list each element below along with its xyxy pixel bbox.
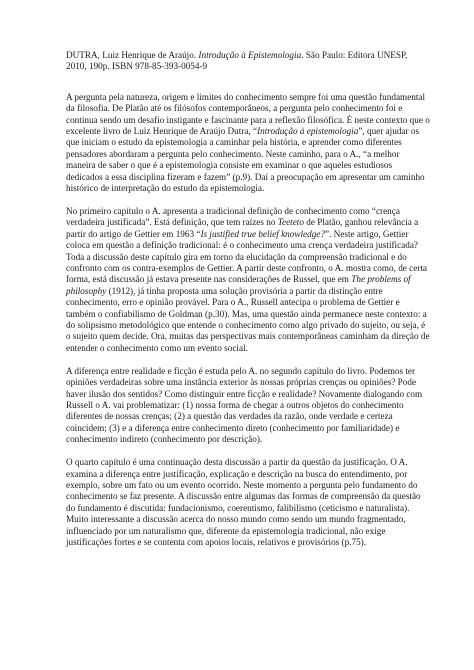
italic-text: The problems of philosophy xyxy=(66,274,411,296)
paragraph-text: ”, quer ajudar os que iniciam o estudo da epistemologia a caminhar pela história, e aprender como diferentes pensadores abordaram a pergunta pelo conhecimento. Neste caminho, para o A., “a melhor maneira de saber o que é a epistemologia consiste em examinar o que aqueles estudiosos dedicados a essa disciplina fizeram e fazem” (p.9). Daí a preocupação em apresentar um caminho histórico de interpretação do estudo da epistemologia. xyxy=(66,126,425,194)
italic-text: Introdução à epistemologia xyxy=(257,126,359,137)
review-body xyxy=(66,92,430,549)
book-citation xyxy=(66,50,430,73)
paragraph xyxy=(66,457,430,548)
italic-text: Teeteto xyxy=(277,217,304,228)
citation-publisher: . São Paulo: Editora UNESP, 2010, 190p. ISBN 978-85-393-0054-9 xyxy=(66,50,408,72)
paragraph-text: A diferença entre realidade e ficção é estuda pelo A. no segundo capítulo do livro. Podemos ter opiniões verdadeiras sobre uma instância exterior às nossas próprias crenças ou opiniões? Pode haver ilusão dos sentidos? Como distinguir entre ficção e realidade? Novamente dialogando com Russell o A. vai problematizar: (1) nossa forma de chegar a outros objetos do conhecimento diferentes de nossas crenças; (2) a questão das verdades da razão, onde verdade e certeza coincidem; (3) e a diferença entre conhecimento direto (conhecimento por familiaridade) e conhecimento indireto (conhecimento por descrição). xyxy=(66,365,423,445)
paragraph-text: (1912), já tinha proposta uma solução provisória a partir da distinção entre conhecimento, erro e opinião provável. Para o A., Russell antecipa o problema de Gettier e também o confiabilismo de Goldman (p.30). Mas, uma questão ainda permanece neste contexto: a do solipsismo metodológico que entende o conhecimento como algo privado do sujeito, ou seja, é o sujeito quem decide. Ora, muitas das perspectivas mais contemporâneas caminham da direção de entender o conhecimento como um evento social. xyxy=(66,285,430,353)
paragraph-text: O quarto capítulo é uma continuação desta discussão a partir da questão da justificação. O A. examina a diferença entre justificação, explicação e descrição na busca do entendimento, por exemplo, sobre um fato ou um evento ocorrido. Neste momento a pergunta pelo fundamento do conhecimento se faz presente. A discussão entre algumas das formas de compreensão da questão do fundamento é discutida: fundacionismo, coerentismo, falibilismo (ceticismo e naturalista). Muito interessante a discussão acerca do nosso mundo como sendo um mundo fragmentado, influenciado por um naturalismo que, diferente da epistemologia tradicional, não exige justificações fortes e se contenta com apoios locais, relativos e provisórios (p.75). xyxy=(66,457,421,547)
citation-author: DUTRA, Luiz Henrique de Araújo. xyxy=(66,50,199,60)
citation-title: Introdução à Epistemologia xyxy=(198,50,302,60)
paragraph-text: No primeiro capítulo o A. apresenta a tradicional definição de conhecimento como “crença verdadeira justificada”. Está definição, que tem raízes no xyxy=(66,205,400,228)
paragraph-text: A pergunta pela natureza, origem e limites do conhecimento sempre foi uma questão fundamental da filosofia. De Platão até os filósofos contemporâneos, a pergunta pelo conhecimento foi e continua sendo um desafio instigante e fascinante para a reflexão filosófica. É neste contexto que o excelente livro de Luiz Henrique de Araújo Dutra, “ xyxy=(66,91,430,137)
italic-text: Is justified true belief knowledge? xyxy=(200,228,325,239)
paragraph xyxy=(66,206,430,354)
paragraph-text: de Platão, ganhou relevância a partir do artigo de Gettier em 1963 “ xyxy=(66,217,419,239)
paragraph xyxy=(66,92,430,195)
paragraph xyxy=(66,366,430,446)
paragraph-text: ”. Neste artigo, Gettier coloca em questão a definição tradicional: é o conhecimento uma crença verdadeira justificada? Toda a discussão deste capítulo gira em torno da elucidação da compreensão tradicional e do confronto com os contra-exemplos de Gettier. A partir deste confronto, o A. mostra como, de certa forma, está discussão já estava presente nas considerações de Russel, que em xyxy=(66,228,428,285)
